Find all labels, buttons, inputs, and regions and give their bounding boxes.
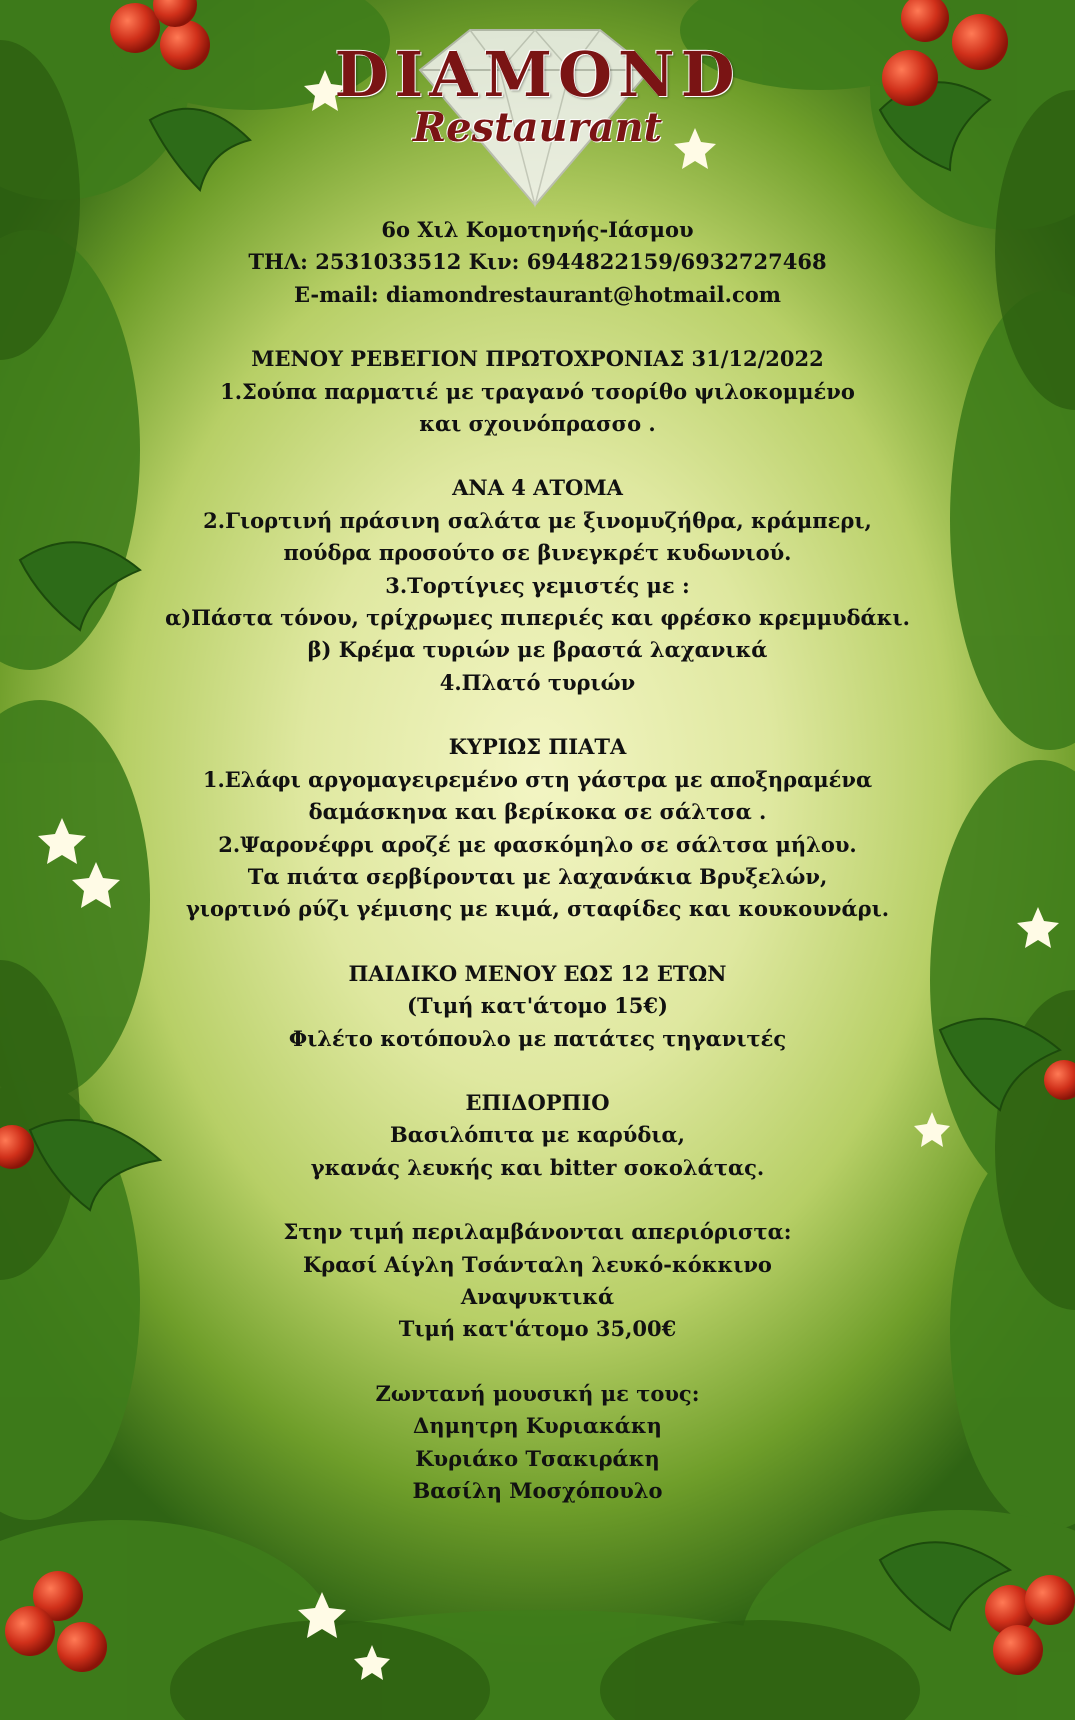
main-course-line: 2.Ψαρονέφρι αροζέ με φασκόμηλο σε σάλτσα μήλου.: [218, 831, 857, 857]
per4-line: α)Πάστα τόνου, τρίχρωμες πιπεριές και φρέσκο κρεμμυδάκι.: [165, 605, 910, 631]
kids-menu-line: Φιλέτο κοτόπουλο με πατάτες τηγανιτές: [288, 1025, 787, 1051]
included-line: Κρασί Αίγλη Τσάνταλη λευκό-κόκκινο: [303, 1251, 772, 1277]
per4-line: β) Κρέμα τυριών με βραστά λαχανικά: [307, 637, 768, 663]
dessert-line: γκανάς λευκής και bitter σοκολάτας.: [310, 1154, 765, 1180]
music-line: Δημητρη Κυριακάκη: [413, 1413, 662, 1439]
main-course-line: δαμάσκηνα και βερίκοκα σε σάλτσα .: [308, 799, 767, 825]
per4-line: πούδρα προσούτο σε βινεγκρέτ κυδωνιού.: [283, 540, 792, 566]
email: E-mail: diamondrestaurant@hotmail.com: [294, 281, 781, 307]
soup-line: 1.Σούπα παρματιέ με τραγανό τσορίθο ψιλοκομμένο: [220, 378, 855, 404]
address: 6ο Χιλ Κομοτηνής-Ιάσμου: [381, 217, 694, 242]
per4-line: 2.Γιορτινή πράσινη σαλάτα με ξινομυζήθρα, κράμπερι,: [203, 507, 872, 533]
main-course-line: Τα πιάτα σερβίρονται με λαχανάκια Βρυξελών,: [247, 863, 828, 889]
dessert-title: ΕΠΙΔΟΡΠΙΟ: [465, 1089, 610, 1115]
menu-title: ΜΕΝΟΥ ΡΕΒΕΓΙΟΝ ΠΡΩΤΟΧΡΟΝΙΑΣ 31/12/2022: [251, 346, 824, 372]
logo-title: DIAMOND: [334, 38, 741, 111]
music-line: Βασίλη Μοσχόπουλο: [412, 1478, 663, 1503]
main-courses-title: ΚΥΡΙΩΣ ΠΙΑΤΑ: [448, 734, 627, 760]
phone-numbers: ΤΗΛ: 2531033512 Κιν: 6944822159/6932727468: [248, 249, 827, 275]
music-line: Κυριάκο Τσακιράκη: [415, 1445, 660, 1471]
price-line: Τιμή κατ'άτομο 35,00€: [398, 1316, 677, 1342]
per4-line: 3.Τορτίγιες γεμιστές με :: [385, 572, 690, 598]
kids-menu-title: ΠΑΙΔΙΚΟ ΜΕΝΟΥ ΕΩΣ 12 ΕΤΩΝ: [348, 960, 727, 986]
main-course-line: 1.Ελάφι αργομαγειρεμένο στη γάστρα με αποξηραμένα: [202, 766, 873, 792]
logo-subtitle: Restaurant: [412, 104, 663, 151]
menu-content: [0, 214, 1075, 1507]
main-course-line: γιορτινό ρύζι γέμισης με κιμά, σταφίδες και κουκουνάρι.: [185, 896, 890, 922]
included-line: Αναψυκτικά: [460, 1283, 615, 1309]
music-line: Ζωντανή μουσική με τους:: [375, 1380, 700, 1406]
per4-title: ΑΝΑ 4 ΑΤΟΜΑ: [452, 475, 623, 501]
kids-menu-line: (Τιμή κατ'άτομο 15€): [407, 993, 668, 1019]
per4-line: 4.Πλατό τυριών: [439, 669, 636, 695]
dessert-line: Βασιλόπιτα με καρύδια,: [390, 1122, 685, 1148]
included-line: Στην τιμή περιλαμβάνονται απεριόριστα:: [283, 1219, 792, 1245]
soup-line: και σχοινόπρασσο .: [419, 411, 656, 437]
